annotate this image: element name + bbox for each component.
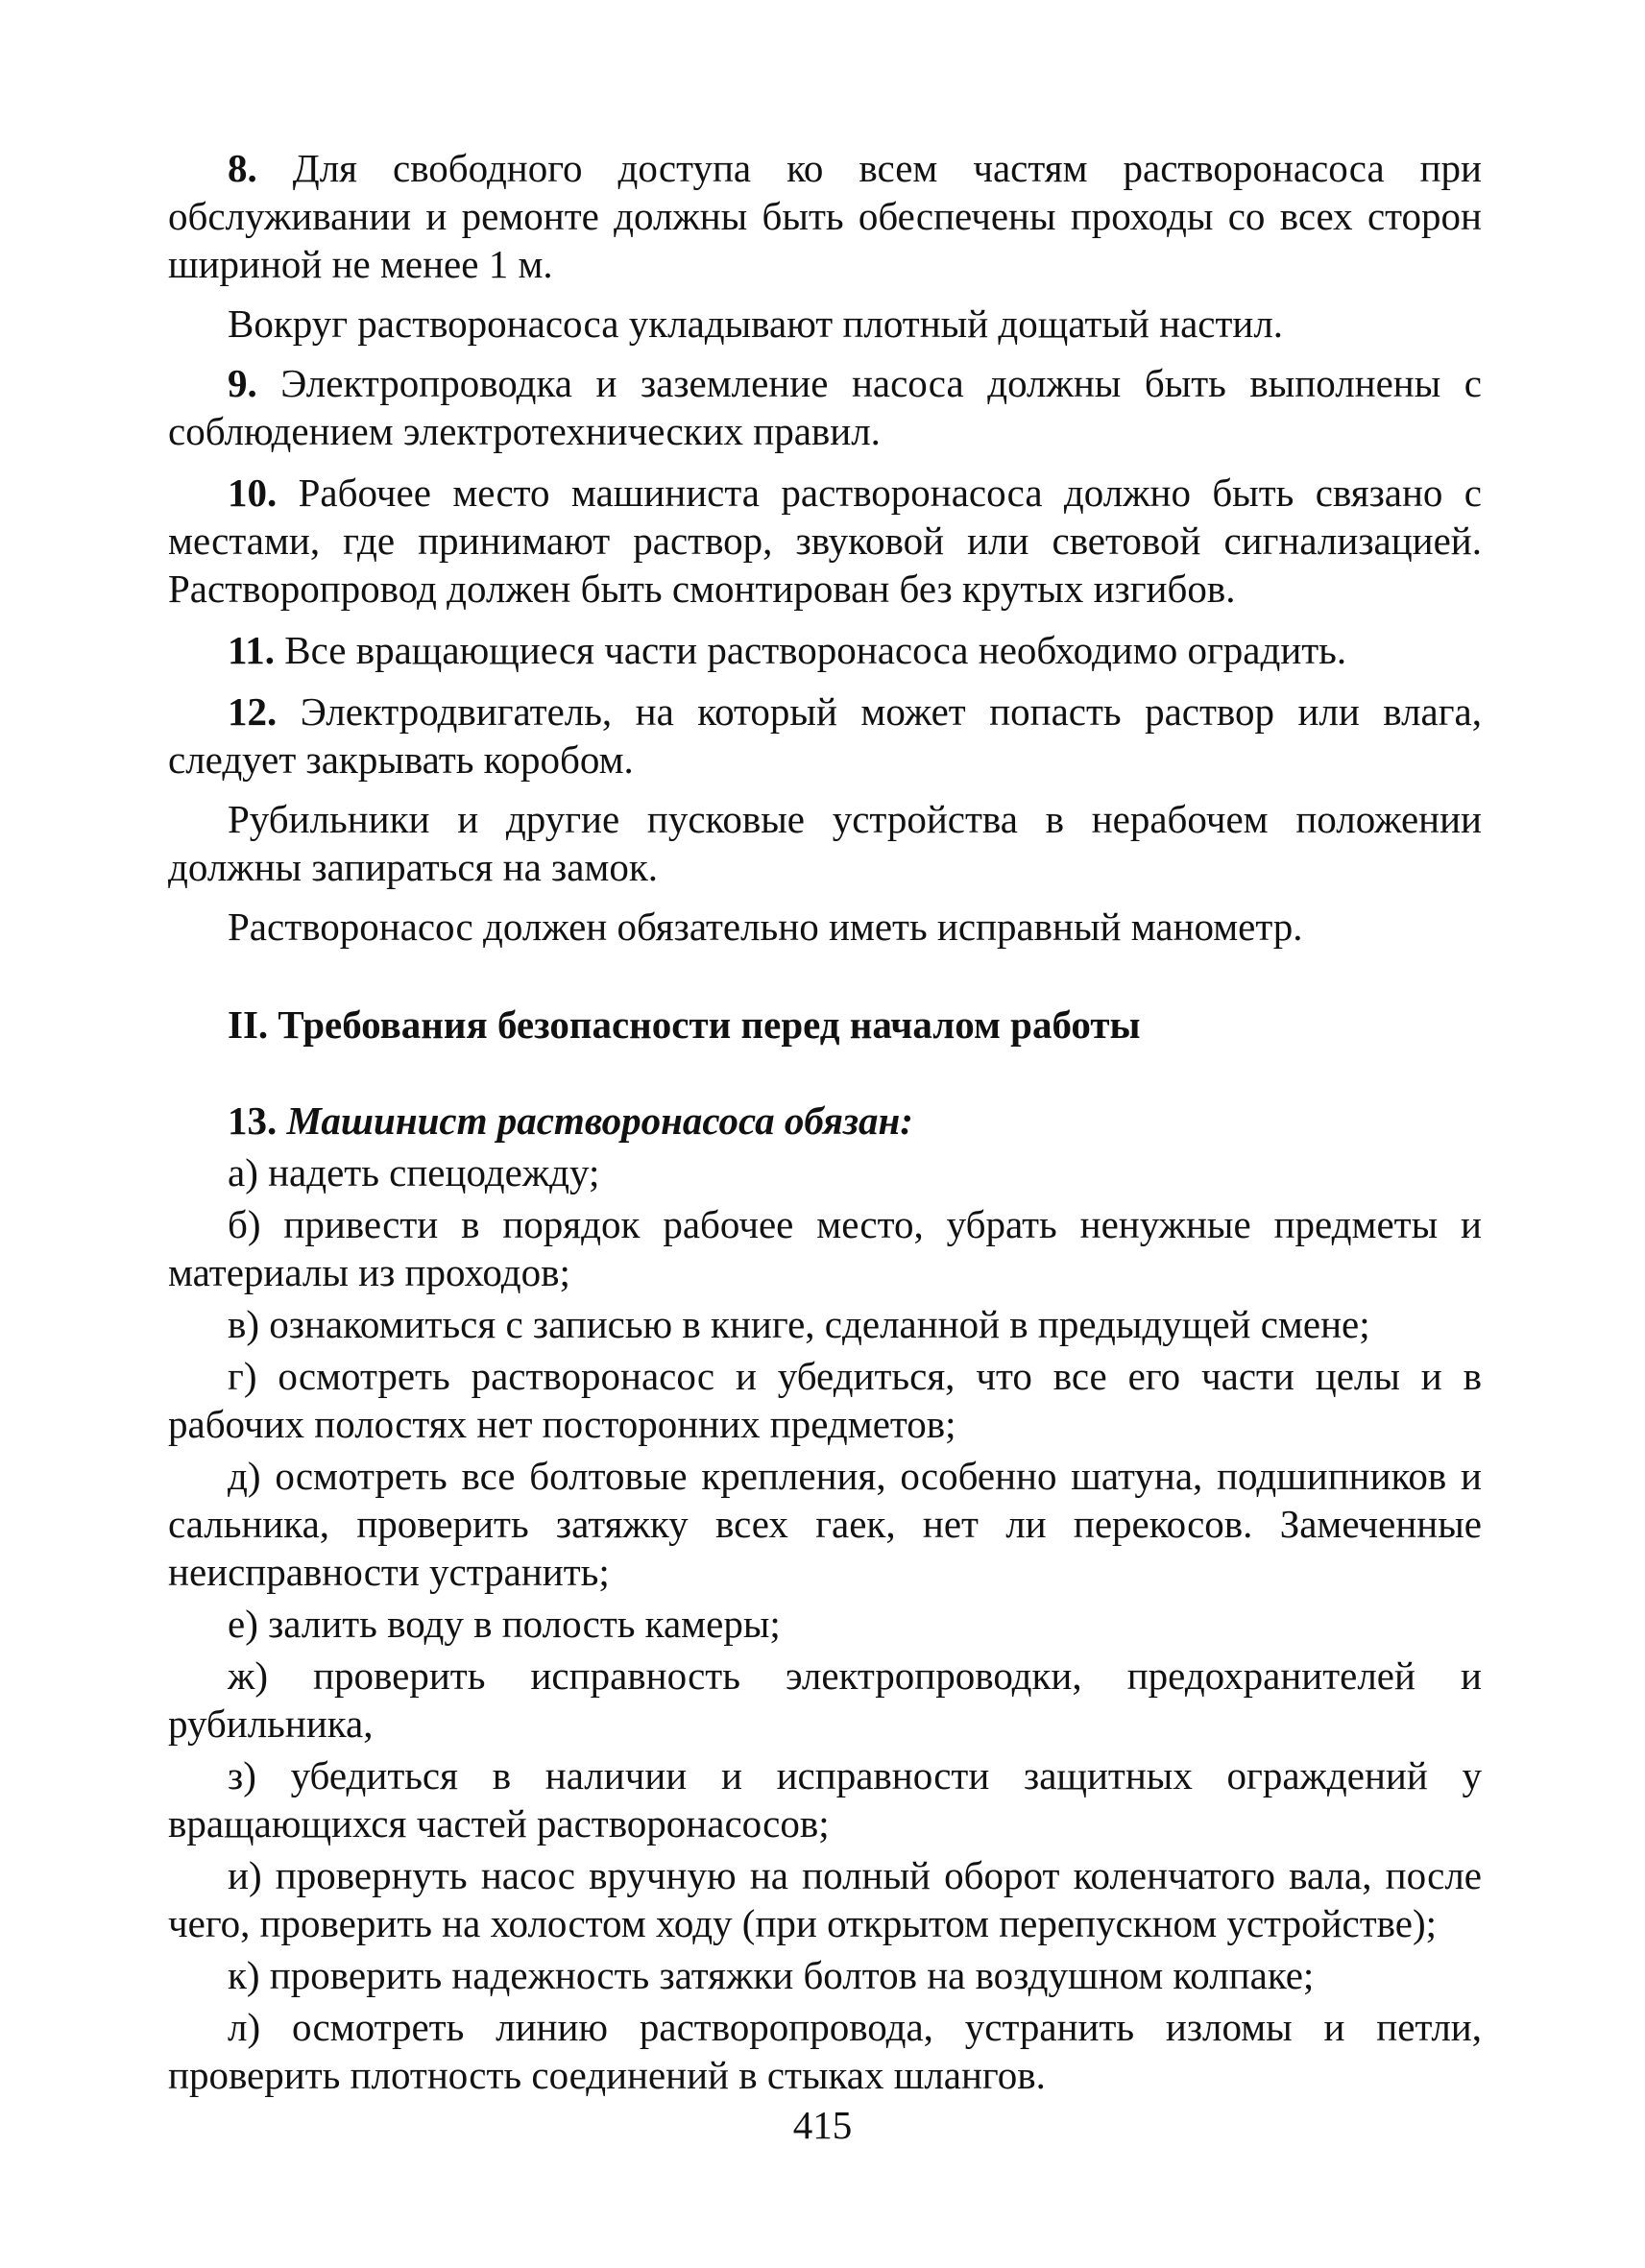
paragraph-9 (168, 359, 1482, 455)
paragraph-number: 10. (228, 470, 278, 515)
paragraph-number: 9. (228, 361, 257, 405)
paragraph-number: 11. (228, 628, 275, 672)
list-item: а) надеть спецодежду; (228, 1150, 600, 1194)
paragraph-number: 12. (228, 689, 278, 734)
paragraph-8 (168, 144, 1482, 288)
paragraph-10 (168, 469, 1482, 613)
list-item: б) привести в порядок рабочее место, убрать ненужные предметы и материалы из проходов; (168, 1202, 1482, 1294)
paragraph-number: 8. (228, 146, 257, 190)
list-item: з) убедиться в наличии и исправности защитных ограждений у вращающихся частей растворонасосов; (168, 1753, 1482, 1846)
paragraph-number: 13. (228, 1098, 278, 1143)
page-body (168, 144, 1482, 2099)
paragraph-text: Для свободного доступа ко всем частям растворонасоса при обслуживании и ремонте должны быть обеспечены проходы со всех сторон шириной не менее 1 м. (168, 146, 1482, 286)
list-item: и) провернуть насос вручную на полный оборот коленчатого вала, после чего, проверить на холостом ходу (при открытом перепускном устройстве); (168, 1853, 1482, 1945)
list-item: д) осмотреть все болтовые крепления, особенно шатуна, подшипников и сальника, проверить затяжку всех гаек, нет ли перекосов. Замеченные неисправности устранить; (168, 1454, 1482, 1594)
list-item: ж) проверить исправность электропроводки, предохранителей и рубильника, (168, 1653, 1482, 1746)
paragraph-text: Рабочее место машиниста растворонасоса должно быть связано с местами, где принимают раствор, звуковой или световой сигнализацией. Растворопровод должен быть смонтирован без крутых изгибов. (168, 470, 1482, 611)
paragraph-8-continued: Вокруг растворонасоса укладывают плотный дощатый настил. (228, 302, 1284, 346)
list-item: е) залить воду в полость камеры; (228, 1602, 781, 1646)
list-item: л) осмотреть линию растворопровода, устранить изломы и петли, проверить плотность соединений в стыках шлангов. (168, 2005, 1482, 2097)
paragraph-text: Электропроводка и заземление насоса должны быть выполнены с соблюдением электротехнических правил. (168, 361, 1482, 453)
paragraph-lead-text: Машинист растворонасоса обязан: (286, 1098, 913, 1143)
section-heading: II. Требования безопасности перед началом работы (228, 1002, 1141, 1047)
list-item: г) осмотреть растворонасос и убедиться, что все его части целы и в рабочих полостях нет посторонних предметов; (168, 1354, 1482, 1446)
list-item: в) ознакомиться с записью в книге, сделанной в предыдущей смене; (228, 1302, 1370, 1346)
paragraph-11 (168, 626, 1482, 674)
list-item: к) проверить надежность затяжки болтов на воздушном колпаке; (228, 1953, 1315, 1997)
paragraph-12-final: Растворонасос должен обязательно иметь исправный манометр. (228, 905, 1303, 949)
paragraph-13-lead (168, 1097, 1482, 1145)
page-number: 415 (792, 2103, 853, 2147)
paragraph-text: Электродвигатель, на который может попасть раствор или влага, следует закрывать коробом. (168, 689, 1483, 782)
paragraph-12-continued: Рубильники и другие пусковые устройства в нерабочем положении должны запираться на замок. (168, 797, 1482, 889)
paragraph-text: Все вращающиеся части растворонасоса необходимо оградить. (284, 628, 1347, 672)
paragraph-12 (168, 688, 1482, 784)
